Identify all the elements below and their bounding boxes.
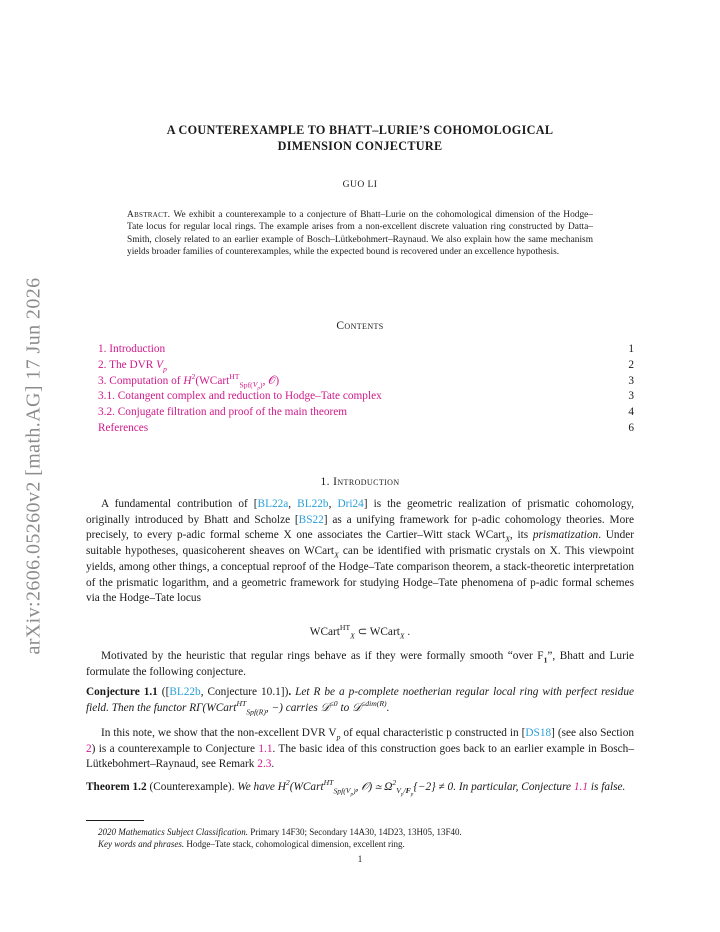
section-ref-link[interactable]: 2 (86, 742, 92, 755)
arxiv-stamp-text: arXiv:2606.05260v2 [math.AG] 17 Jun 2026 (22, 277, 45, 655)
toc-label[interactable]: 1. Introduction (98, 343, 166, 355)
table-of-contents (98, 342, 634, 437)
abstract-text: We exhibit a counterexample to a conjecture of Bhatt–Lurie on the cohomological dimension of the Hodge–Tate locus for regular local rings. The example arises from a non-excellent discrete valuation ring constructed by Datta–Smith, closely related to an earlier example of Bosch–Lütkebohmert–Raynaud. We also explain how the same mechanism yields broader families of counterexamples, while the expected bound is recovered under an excellence hypothesis. (127, 210, 593, 258)
toc-label[interactable]: 3. Computation of $H^2(WCart^{HT}_{Spf(V_p)}$, 𝒪) (98, 371, 280, 392)
toc-row[interactable] (98, 405, 634, 421)
toc-row[interactable] (98, 358, 634, 374)
citation-link[interactable]: DS18 (525, 727, 552, 739)
paper-title (86, 122, 634, 154)
author: GUO LI (342, 179, 378, 190)
toc-label[interactable]: 3.1. Cotangent complex and reduction to Hodge–Tate complex (98, 390, 382, 403)
citation-link[interactable]: BL22b (297, 498, 329, 510)
display-equation-hodge-tate-locus: WCart$^{HT}_X$ ⊂ WCart$_X$ . (309, 623, 411, 641)
toc-page: 2 (628, 358, 634, 371)
toc-row[interactable] (98, 342, 634, 358)
citation-link[interactable]: BL22a (257, 498, 289, 510)
toc-page: 1 (628, 343, 634, 355)
toc-row[interactable] (98, 371, 634, 392)
paragraph-counterexample: In this note, we show that the non-excellent DVR $V_p$ of equal characteristic p constructed in [DS18] (see also Section 2) is a counterexample to Conjecture 1.1. The basic idea of this construction goes back to an earlier example in Bosch–Lütkebohmert–Raynaud, see Remark 2.3. (86, 727, 634, 771)
footnote-msc: 2020 Mathematics Subject Classification. Primary 14F30; Secondary 14A30, 14D23, 13H05, 13F40. (98, 827, 462, 837)
section-heading-introduction: 1. Introduction (320, 476, 400, 488)
toc-row[interactable] (98, 421, 634, 437)
title-line-2: DIMENSION CONJECTURE (277, 139, 443, 153)
toc-row[interactable] (98, 389, 634, 405)
paragraph-intro-1: A fundamental contribution of [BL22a, BL22b, Dri24] is the geometric realization of prismatic cohomology, originally introduced by Bhatt and Scholze [BS22] as a unifying framework for p-adic cohomology theories. More precisely, to every p-adic formal scheme X one associates the Cartier–Witt stack WCart$_X$, its prismatization. Under suitable hypotheses, quasicoherent sheaves on WCart$_X$ can be identified with prismatic crystals on X. This viewpoint yields, among other things, a conceptual reproof of the Hodge–Tate comparison theorem, a stack-theoretic interpretation of the prismatic logarithm, and a geometric framework for studying Hodge–Tate phenomena of p-adic formal schemes via the Hodge–Tate locus (86, 498, 634, 605)
toc-label[interactable]: 2. The DVR $V_p$ (98, 358, 167, 374)
toc-label[interactable]: References (98, 421, 149, 434)
citation-link[interactable]: BL22b (169, 686, 201, 698)
contents-heading: Contents (336, 320, 384, 332)
theorem-1-2: Theorem 1.2 (Counterexample). We have $H^2(WCart^{HT}_{Spf(V_p)}$, 𝒪) ≃ $\Omega^2_{V_p/F_p}\{-2\} \ne 0$. In particular, Conjecture 1.1 is false. (86, 778, 626, 798)
conjecture-ref-link[interactable]: 1.1 (573, 781, 589, 793)
page-number: 1 (357, 854, 363, 864)
remark-ref-link[interactable]: 2.3 (257, 758, 272, 771)
toc-page: 3 (628, 390, 634, 403)
footnote-keywords: Key words and phrases. Hodge–Tate stack, cohomological dimension, excellent ring. (98, 839, 405, 849)
paragraph-motivation: Motivated by the heuristic that regular rings behave as if they were formally smooth “over $F_1$”, Bhatt and Lurie formulate the following conjecture. (86, 650, 634, 678)
footnote-rule (86, 820, 144, 821)
abstract (127, 209, 593, 259)
citation-link[interactable]: BS22 (298, 513, 324, 526)
toc-page: 6 (628, 421, 634, 434)
conjecture-1-1: Conjecture 1.1 ([BL22b, Conjecture 10.1]). Let R be a p-complete noetherian regular local ring with perfect residue field. Then the functor RΓ(WCart$^{HT}_{Spf(R)}$, −) carries 𝒟$^{\le 0}$ to 𝒟$^{\le dim(R)}$. (86, 686, 634, 716)
theorem-label: Theorem 1.2 (86, 781, 147, 793)
conjecture-label: Conjecture 1.1 (86, 686, 158, 698)
toc-page: 3 (628, 374, 634, 387)
arxiv-stamp (14, 236, 54, 696)
title-line-1: A COUNTEREXAMPLE TO BHATT–LURIE’S COHOMOLOGICAL (166, 123, 554, 137)
toc-label[interactable]: 3.2. Conjugate filtration and proof of the main theorem (98, 406, 348, 419)
conjecture-ref-link[interactable]: 1.1 (258, 742, 273, 755)
citation-link[interactable]: Dri24 (337, 498, 364, 510)
abstract-label: Abstract. (127, 210, 171, 220)
toc-page: 4 (628, 406, 634, 419)
